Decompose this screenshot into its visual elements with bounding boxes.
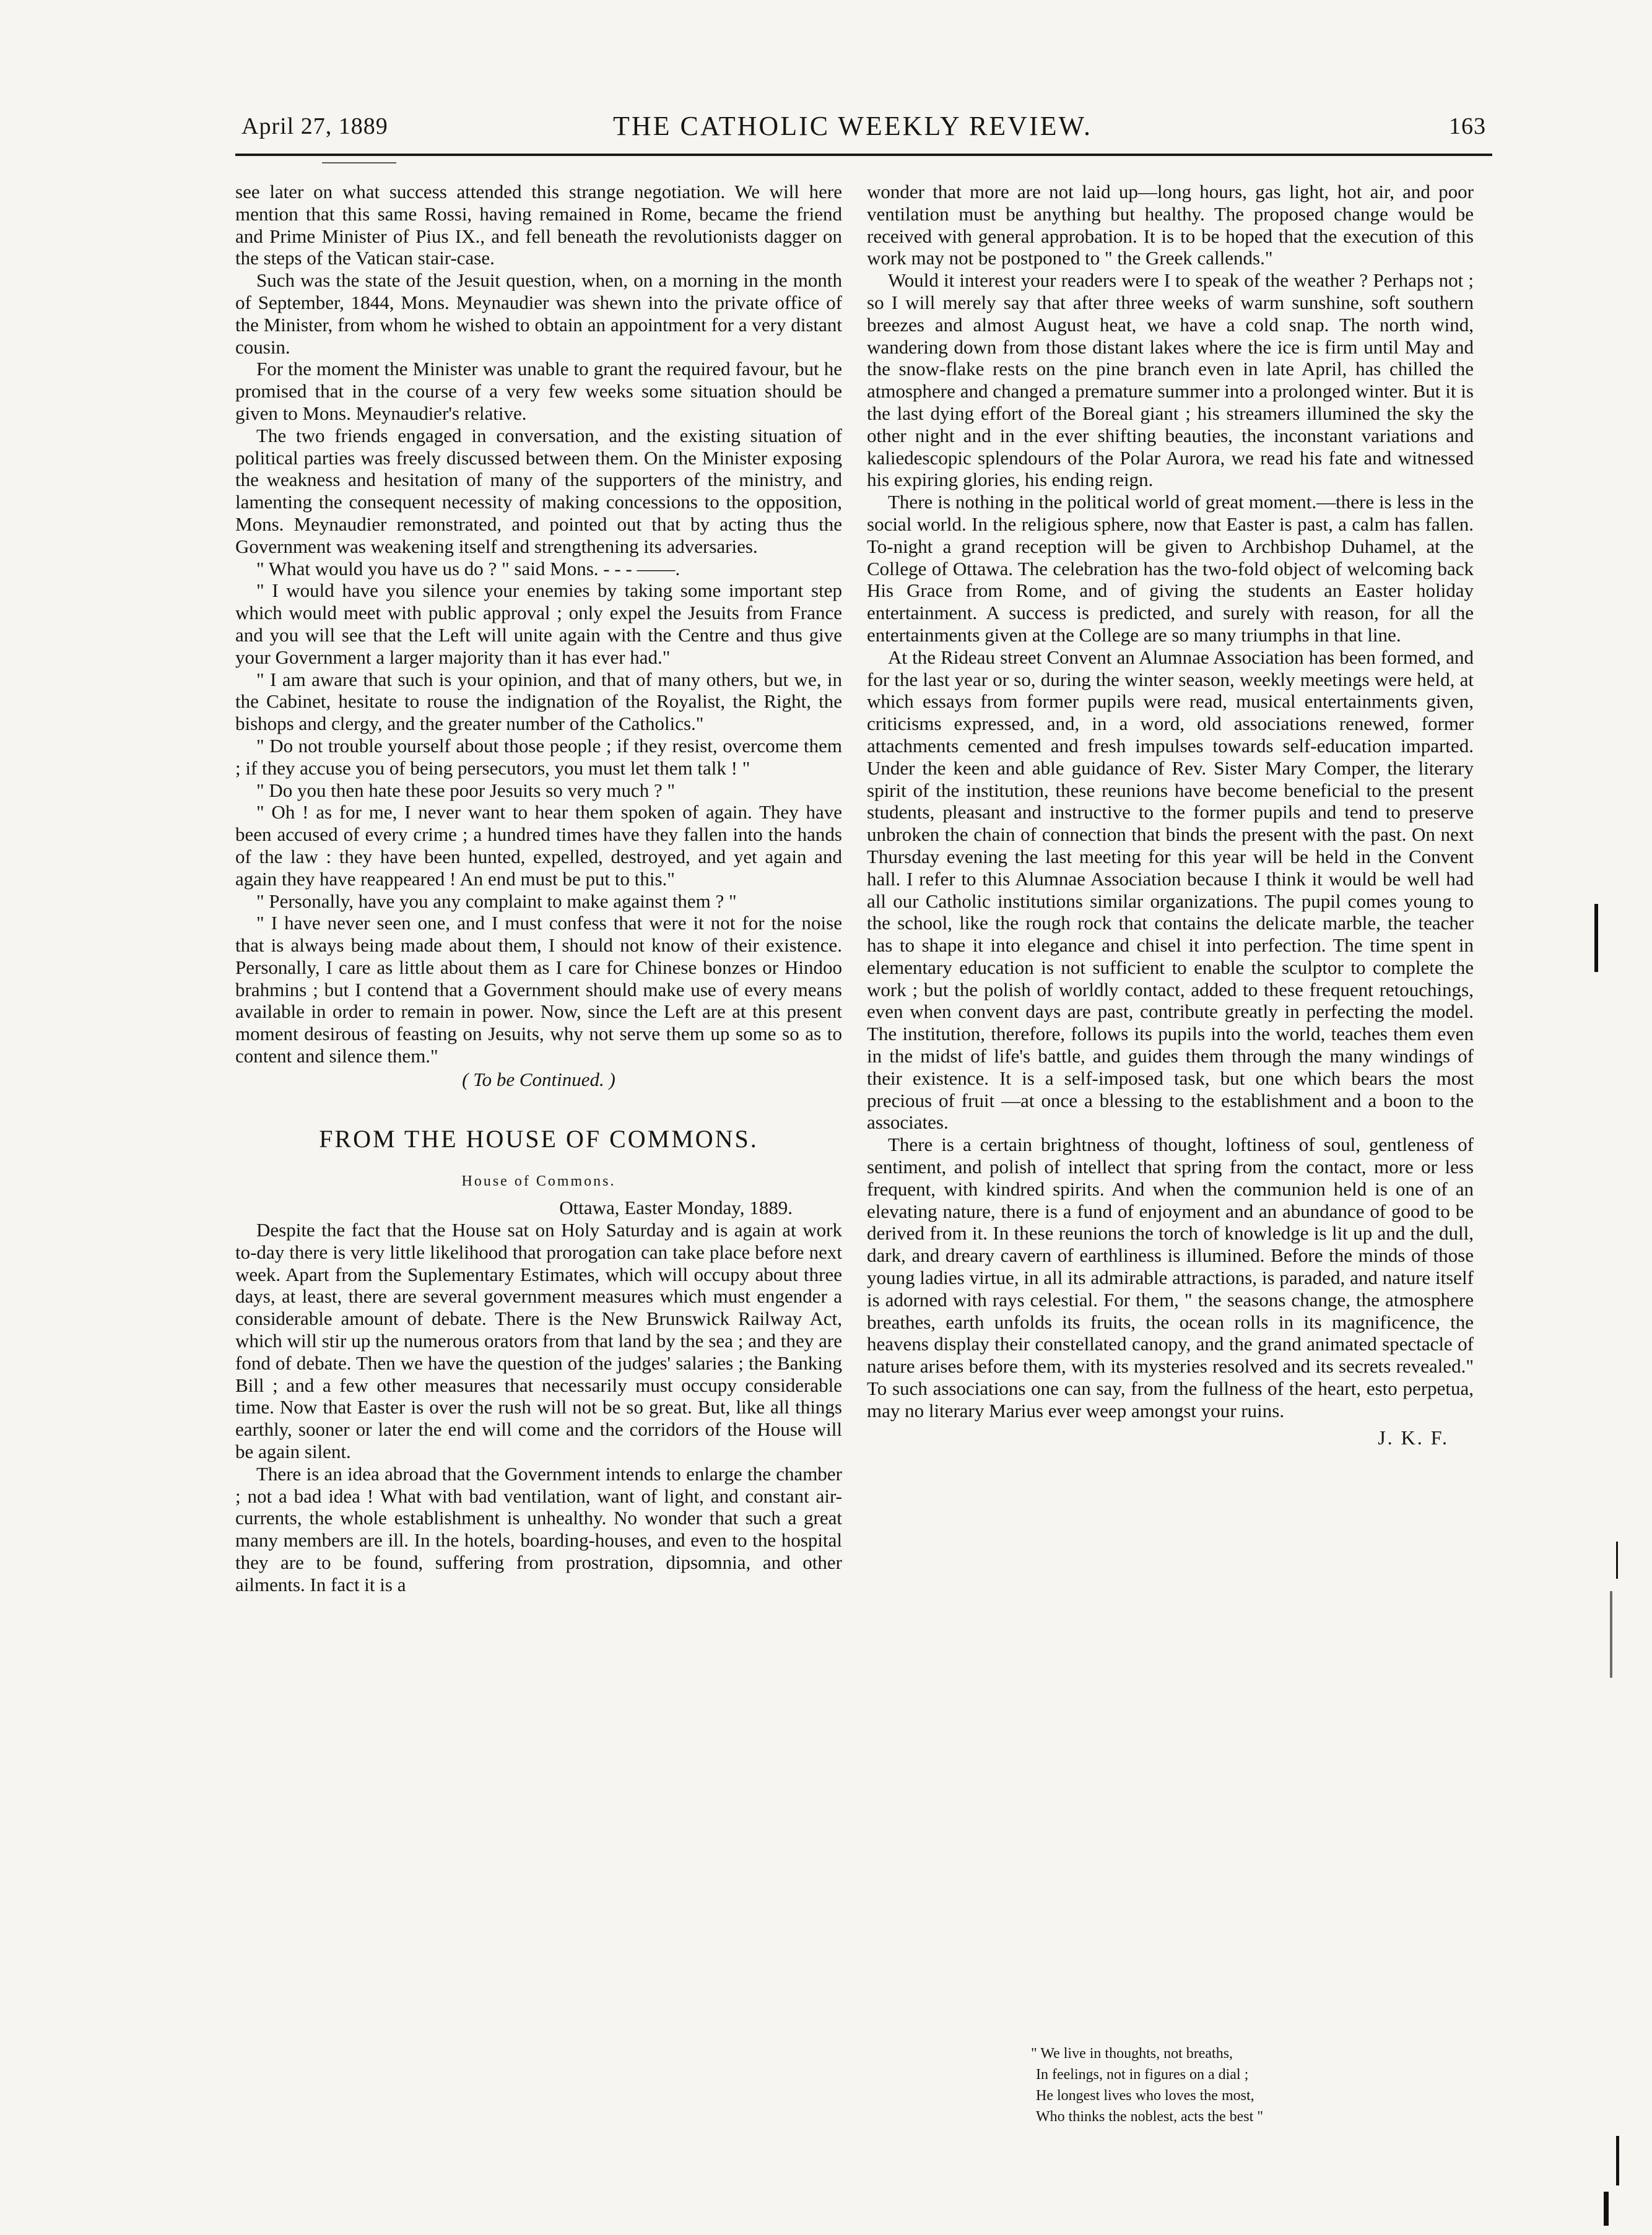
poem-quote	[1031, 2043, 1402, 2127]
paragraph: see later on what success attended this strange negotiation. We will here mention that this same Rossi, having remained in Rome, became the friend and Prime Minister of Pius IX., and fell beneath the revolutionists dagger on the steps of the Vatican stair-case.	[235, 181, 842, 269]
paragraph: There is an idea abroad that the Government intends to enlarge the chamber ; not a bad idea ! What with bad ventilation, want of light, and constant air-currents, the whole establishment is unhealthy. No wonder that such a great many members are ill. In the hotels, boarding-houses, and even to the hospital they are to be found, suffering from prostration, dipsomnia, and other ailments. In fact it is a	[235, 1462, 842, 1595]
article-subheading: House of Commons.	[461, 1173, 616, 1190]
publication-title: THE CATHOLIC WEEKLY REVIEW.	[613, 111, 1092, 141]
left-column	[235, 181, 842, 1596]
right-column	[867, 181, 1474, 1449]
paragraph: " I have never seen one, and I must confess that were it not for the noise that is always being made about them, I should not know of their existence. Personally, I care as little about them as I care for Chinese bonzes or Hindoo brahmins ; but I contend that a Government should make use of every means available in order to remain in power. Now, since the Left are at this present moment desirous of feasting on Jesuits, why not serve them up some so as to content and silence them."	[235, 912, 842, 1067]
to-be-continued: ( To be Continued. )	[462, 1068, 615, 1090]
paragraph: Would it interest your readers were I to speak of the weather ? Perhaps not ; so I will merely say that after three weeks of warm sunshine, soft southern breezes and almost August heat, we have a cold snap. The north wind, wandering down from those distant lakes where the ice is firm until May and the snow-flake rests on the pine branch even in late April, has chilled the atmosphere and changed a premature summer into a prolonged winter. But it is the last dying effort of the Boreal giant ; his streamers illumined the sky the other night and in the ever shifting beauties, the inconstant variations and kaliedescopic splendours of the Polar Aurora, we read his fate and witnessed his expiring glories, his ending reign.	[867, 269, 1474, 491]
page-number: 163	[1449, 113, 1486, 139]
paragraph: For the moment the Minister was unable to grant the required favour, but he promised that in the course of a very few weeks some situation should be given to Mons. Meynaudier's relative.	[235, 358, 842, 424]
paragraph: Such was the state of the Jesuit question, when, on a morning in the month of September, 1844, Mons. Meynaudier was shewn into the private office of the Minister, from whom he wished to obtain an appointment for a very distant cousin.	[235, 269, 842, 358]
margin-scan-mark	[1616, 1542, 1618, 1579]
paragraph: " I am aware that such is your opinion, and that of many others, but we, in the Cabinet, hesitate to rouse the indignation of the Royalist, the Right, the bishops and clergy, and the greater number of the Catholics."	[235, 668, 842, 735]
paragraph: " Do not trouble yourself about those people ; if they resist, overcome them ; if they accuse you of being persecutors, you must let them talk ! "	[235, 734, 842, 779]
article-dateline: Ottawa, Easter Monday, 1889.	[559, 1197, 793, 1219]
header-rule	[235, 154, 1492, 156]
paragraph: " I would have you silence your enemies by taking some important step which would meet with public approval ; only expel the Jesuits from France and you will see that the Left will unite again with the Centre and thus give your Government a larger majority than it has ever had."	[235, 579, 842, 668]
poem-line: In feelings, not in figures on a dial ;	[1036, 2067, 1249, 2083]
poem-line: Who thinks the noblest, acts the best "	[1036, 2109, 1264, 2125]
paragraph: At the Rideau street Convent an Alumnae Association has been formed, and for the last year or so, during the winter season, weekly meetings were held, at which essays from former pupils were read, musical entertainments given, criticisms expressed, and, in a word, old associations renewed, former attachments cemented and fresh impulses towards self-education imparted. Under the keen and able guidance of Rev. Sister Mary Comper, the literary spirit of the institution, these reunions have become beneficial to the present students, pleasant and instructive to the former pupils and tend to preserve unbroken the chain of connection that binds the present with the past. On next Thursday evening the last meeting for this year will be held in the Convent hall. I refer to this Alumnae Association because I think it would be well had all our Catholic institutions similar organizations. The pupil comes young to the school, like the rough rock that contains the delicate marble, the teacher has to shape it into elegance and chisel it into perfection. The time spent in elementary education is not sufficient to enable the sculptor to complete the work ; but the polish of worldly contact, added to these frequent retouchings, even when convent days are past, contribute greatly in perfecting the model. The institution, therefore, follows its pupils into the world, teaches them even in the midst of life's battle, and guides them through the many windings of their existence. It is a self-imposed task, but one which bears the most precious of fruit —at once a blessing to the establishment and a boon to the associates.	[867, 646, 1474, 1134]
paragraph: " Personally, have you any complaint to make against them ? "	[256, 890, 737, 912]
issue-date: April 27, 1889	[241, 113, 388, 139]
margin-scan-mark	[1604, 2192, 1609, 2226]
paragraph: There is nothing in the political world of great moment.—there is less in the social world. In the religious sphere, now that Easter is past, a calm has fallen. To-night a grand reception will be given to Archbishop Duhamel, at the College of Ottawa. The celebration has the two-fold object of welcoming back His Grace from Rome, and of giving the students an Easter holiday entertainment. A success is predicted, and surely with reason, for all the entertainments given at the College are so many triumphs in that line.	[867, 491, 1474, 646]
margin-scan-mark	[1594, 904, 1598, 972]
paragraph: The two friends engaged in conversation, and the existing situation of political parties was freely discussed between them. On the Minister exposing the weakness and hesitation of many of the supporters of the ministry, and lamenting the consequent necessity of making concessions to the opposition, Mons. Meynaudier remonstrated, and pointed out that by acting thus the Government was weakening itself and strengthening its adversaries.	[235, 424, 842, 557]
margin-scan-mark	[1616, 2136, 1619, 2185]
paragraph: " Do you then hate these poor Jesuits so very much ? "	[256, 779, 676, 801]
poem-line: " We live in thoughts, not breaths,	[1031, 2046, 1233, 2062]
paragraph: " Oh ! as for me, I never want to hear them spoken of again. They have been accused of every crime ; a hundred times have they fallen into the hands of the law : they have been hunted, expelled, destroyed, and yet again and again they have reappeared ! An end must be put to this."	[235, 801, 842, 890]
paragraph: Despite the fact that the House sat on Holy Saturday and is again at work to-day there is very little likelihood that prorogation can take place before next week. Apart from the Suplementary Estimates, which will occupy about three days, at least, there are several government measures which must engender a considerable amount of debate. There is the New Brunswick Railway Act, which will stir up the numerous orators from that land by the sea ; and they are fond of debate. Then we have the question of the judges' salaries ; the Banking Bill ; and a few other measures that necessarily must occupy considerable time. Now that Easter is over the rush will not be so great. But, like all things earthly, sooner or later the end will come and the corridors of the House will be again silent.	[235, 1219, 842, 1463]
paragraph: There is a certain brightness of thought, loftiness of soul, gentleness of sentiment, and polish of intellect that spring from the contact, more or less frequent, with kindred spirits. And when the communion held is one of an elevating nature, there is a fund of enjoyment and an abundance of good to be derived from it. In these reunions the torch of knowledge is lit up and the dull, dark, and dreary cavern of earthliness is illumined. Before the minds of those young ladies virtue, in all its admirable attractions, is paraded, and nature itself is adorned with rays celestial. For them, " the seasons change, the atmosphere breathes, earth unfolds its fruits, the ocean rolls in its magnificence, the heavens display their constellated canopy, and the grand animated spectacle of nature arises before them, with its mysteries resolved and its secrets revealed." To such associations one can say, from the fullness of the heart, esto perpetua, may no literary Marius ever weep amongst your ruins.	[867, 1134, 1474, 1421]
poem-line: He longest lives who loves the most,	[1036, 2088, 1254, 2104]
paragraph: wonder that more are not laid up—long hours, gas light, hot air, and poor ventilation must be anything but healthy. The proposed change would be received with general approbation. It is to be hoped that the execution of this work may not be postponed to " the Greek callends."	[867, 181, 1474, 269]
header-underline-mark	[322, 162, 396, 163]
page-header	[241, 105, 1486, 150]
author-signature: J. K. F.	[1378, 1426, 1449, 1449]
paragraph: " What would you have us do ? " said Mons. - - - ——.	[256, 557, 680, 579]
margin-scan-mark	[1610, 1591, 1612, 1678]
article-headline: FROM THE HOUSE OF COMMONS.	[319, 1124, 759, 1153]
